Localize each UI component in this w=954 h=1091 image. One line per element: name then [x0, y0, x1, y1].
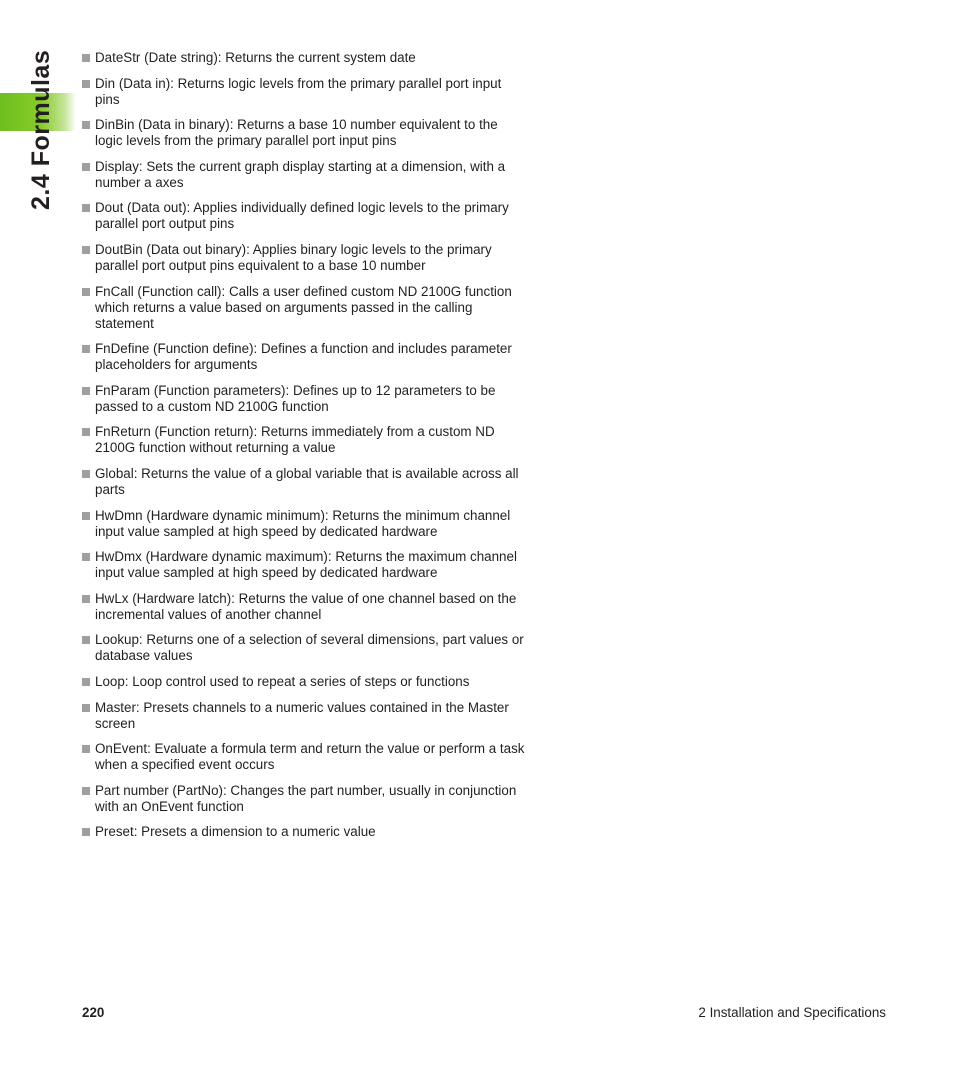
list-item-text: FnParam (Function parameters): Defines up to 12 parameters to be passed to a custom ND 2100G function: [95, 382, 496, 414]
list-item: [82, 284, 527, 332]
square-bullet-icon: [82, 428, 90, 436]
square-bullet-icon: [82, 828, 90, 836]
list-item: [82, 76, 527, 108]
square-bullet-icon: [82, 246, 90, 254]
list-item: [82, 383, 527, 415]
square-bullet-icon: [82, 553, 90, 561]
list-item: [82, 549, 527, 581]
list-item-text: Display: Sets the current graph display starting at a dimension, with a number a axes: [95, 158, 506, 190]
chapter-title: 2 Installation and Specifications: [698, 1005, 886, 1020]
list-item-text: OnEvent: Evaluate a formula term and return the value or perform a task when a specified event occurs: [95, 741, 525, 773]
square-bullet-icon: [82, 387, 90, 395]
square-bullet-icon: [82, 204, 90, 212]
list-item-text: Loop: Loop control used to repeat a series of steps or functions: [95, 673, 470, 689]
list-item: [82, 700, 527, 732]
list-item-text: Dout (Data out): Applies individually defined logic levels to the primary parallel port output pins: [95, 200, 509, 232]
list-item: [82, 674, 527, 690]
square-bullet-icon: [82, 595, 90, 603]
function-list: [82, 50, 527, 850]
list-item-text: DinBin (Data in binary): Returns a base 10 number equivalent to the logic levels from the primary parallel port input pins: [95, 117, 498, 149]
square-bullet-icon: [82, 704, 90, 712]
list-item-text: Part number (PartNo): Changes the part number, usually in conjunction with an OnEvent function: [95, 782, 517, 814]
square-bullet-icon: [82, 678, 90, 686]
square-bullet-icon: [82, 787, 90, 795]
list-item-text: Global: Returns the value of a global variable that is available across all parts: [95, 465, 519, 497]
section-title: 2.4 Formulas: [27, 49, 55, 210]
square-bullet-icon: [82, 163, 90, 171]
list-item: [82, 466, 527, 498]
list-item-text: DoutBin (Data out binary): Applies binary logic levels to the primary parallel port output pins equivalent to a base 10 number: [95, 241, 492, 273]
square-bullet-icon: [82, 54, 90, 62]
list-item: [82, 424, 527, 456]
list-item: [82, 200, 527, 232]
list-item: [82, 117, 527, 149]
list-item-text: HwLx (Hardware latch): Returns the value of one channel based on the incremental values of another channel: [95, 590, 517, 622]
list-item: [82, 741, 527, 773]
list-item: [82, 824, 527, 840]
list-item: [82, 591, 527, 623]
list-item-text: HwDmx (Hardware dynamic maximum): Returns the maximum channel input value sampled at high speed by dedicated hardware: [95, 549, 517, 581]
square-bullet-icon: [82, 288, 90, 296]
square-bullet-icon: [82, 470, 90, 478]
square-bullet-icon: [82, 512, 90, 520]
list-item-text: HwDmn (Hardware dynamic minimum): Returns the minimum channel input value sampled at high speed by dedicated hardware: [95, 507, 511, 539]
list-item: [82, 632, 527, 664]
square-bullet-icon: [82, 345, 90, 353]
square-bullet-icon: [82, 636, 90, 644]
square-bullet-icon: [82, 80, 90, 88]
list-item: [82, 159, 527, 191]
list-item: [82, 242, 527, 274]
list-item-text: FnDefine (Function define): Defines a function and includes parameter placeholders for arguments: [95, 341, 512, 373]
page-number: 220: [82, 1005, 105, 1020]
square-bullet-icon: [82, 121, 90, 129]
square-bullet-icon: [82, 745, 90, 753]
list-item: [82, 50, 527, 66]
list-item-text: DateStr (Date string): Returns the current system date: [95, 50, 416, 65]
list-item-text: FnReturn (Function return): Returns immediately from a custom ND 2100G function without returning a value: [95, 424, 495, 456]
list-item-text: Din (Data in): Returns logic levels from the primary parallel port input pins: [95, 75, 502, 107]
list-item: [82, 341, 527, 373]
list-item-text: FnCall (Function call): Calls a user defined custom ND 2100G function which returns a value based on arguments passed in the calling statement: [95, 283, 512, 331]
list-item-text: Master: Presets channels to a numeric values contained in the Master screen: [95, 699, 509, 731]
list-item: [82, 783, 527, 815]
list-item-text: Lookup: Returns one of a selection of several dimensions, part values or database values: [95, 632, 524, 664]
list-item-text: Preset: Presets a dimension to a numeric value: [95, 824, 376, 840]
list-item: [82, 508, 527, 540]
